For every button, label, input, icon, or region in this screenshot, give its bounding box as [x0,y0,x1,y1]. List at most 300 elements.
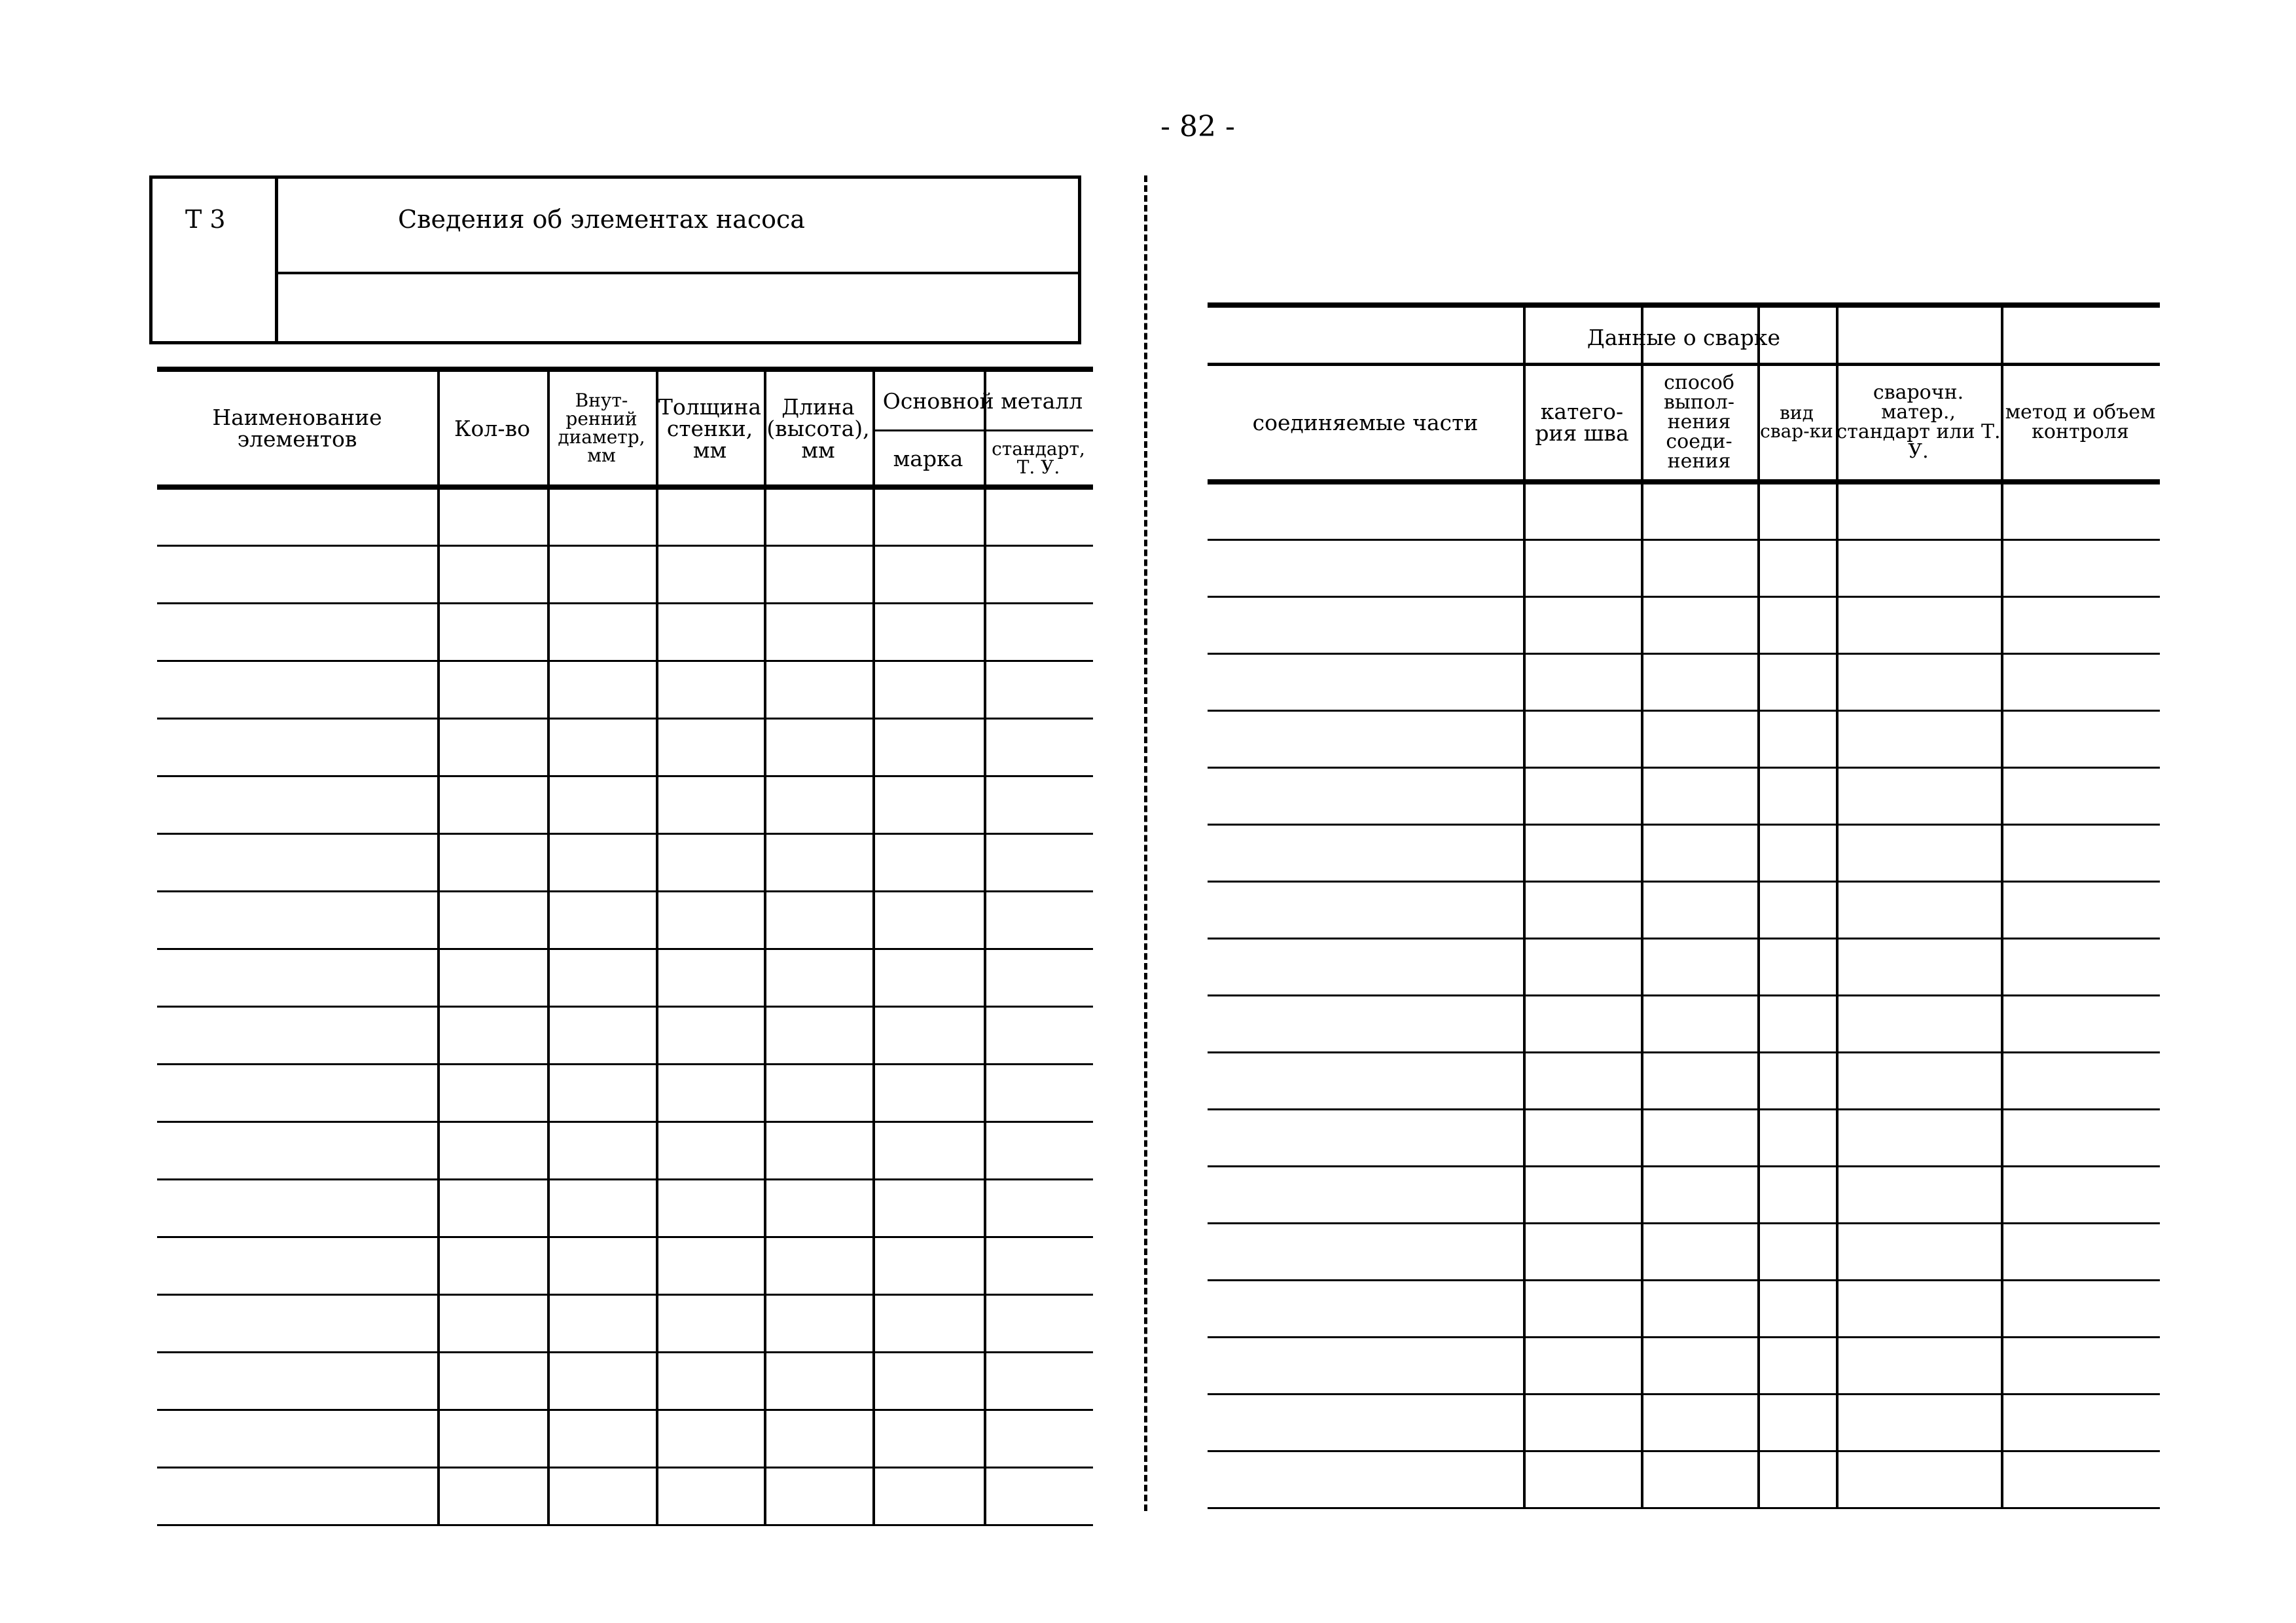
welding-row-line [1208,994,2160,996]
elements-cell[interactable] [988,1068,1089,1117]
welding-cell[interactable] [2005,1057,2156,1104]
welding-cell[interactable] [2005,943,2156,991]
welding-cell[interactable] [1761,1455,1832,1503]
welding-column-divider [1641,302,1643,1507]
elements-cell[interactable] [551,492,652,541]
welding-cell[interactable] [1840,658,1997,706]
welding-row-line [1208,1222,2160,1224]
welding-row-line [1208,767,2160,769]
elements-cell[interactable] [988,1357,1089,1405]
elements-cell[interactable] [768,896,869,944]
welding-cell[interactable] [1527,1455,1637,1503]
elements-column-divider [764,367,766,1524]
elements-cell[interactable] [161,1472,433,1520]
elements-cell[interactable] [161,1126,433,1175]
header-wall-thickness: Толщина стенки, мм [658,393,762,463]
elements-cell[interactable] [161,723,433,771]
welding-cell[interactable] [1211,544,1519,592]
elements-cell[interactable] [988,550,1089,598]
welding-cell[interactable] [1211,1341,1519,1389]
welding-cell[interactable] [1645,601,1753,649]
welding-cell[interactable] [1840,1057,1997,1104]
elements-cell[interactable] [876,1299,980,1347]
welding-cell[interactable] [1527,1000,1637,1048]
elements-cell[interactable] [660,1414,760,1463]
header-control-method: метод и объем контроля [2005,401,2156,443]
welding-cell[interactable] [1761,1285,1832,1332]
elements-cell[interactable] [551,1184,652,1232]
welding-cell[interactable] [1761,772,1832,820]
title-divider [278,272,1078,274]
welding-cell[interactable] [1761,1341,1832,1389]
welding-cell[interactable] [1840,715,1997,763]
elements-cell[interactable] [551,780,652,829]
elements-cell[interactable] [441,665,543,714]
elements-cell[interactable] [161,550,433,598]
welding-cell[interactable] [1645,1057,1753,1104]
elements-cell[interactable] [876,1357,980,1405]
welding-cell[interactable] [2005,715,2156,763]
welding-cell[interactable] [1211,601,1519,649]
elements-cell[interactable] [988,1414,1089,1463]
elements-cell[interactable] [161,896,433,944]
welding-cell[interactable] [1840,487,1997,535]
welding-cell[interactable] [1761,1057,1832,1104]
elements-column-divider [984,367,986,1524]
welding-cell[interactable] [1645,1000,1753,1048]
welding-cell[interactable] [1761,1228,1832,1275]
welding-cell[interactable] [1645,772,1753,820]
welding-column-divider [1757,302,1760,1507]
elements-cell[interactable] [441,1357,543,1405]
elements-cell[interactable] [768,1011,869,1059]
welding-cell[interactable] [1840,886,1997,934]
welding-cell[interactable] [1211,772,1519,820]
welding-cell[interactable] [1211,886,1519,934]
header-base-metal: Основной металл [882,388,1083,414]
welding-row-line [1208,1450,2160,1452]
elements-cell[interactable] [551,1357,652,1405]
welding-cell[interactable] [1645,715,1753,763]
elements-cell[interactable] [551,665,652,714]
welding-row-line [1208,1279,2160,1281]
welding-cell[interactable] [1527,772,1637,820]
welding-cell[interactable] [1645,943,1753,991]
welding-cell[interactable] [1211,943,1519,991]
welding-cell[interactable] [2005,1171,2156,1218]
elements-cell[interactable] [441,1126,543,1175]
welding-row-line [1208,1336,2160,1338]
page-number: - 82 - [1160,110,1235,143]
elements-cell[interactable] [441,896,543,944]
elements-row-line [157,890,1093,892]
elements-row-line [157,545,1093,547]
elements-cell[interactable] [660,665,760,714]
elements-cell[interactable] [660,1241,760,1290]
elements-row-line [157,1409,1093,1411]
elements-cell[interactable] [768,665,869,714]
welding-cell[interactable] [1761,601,1832,649]
elements-row-line [157,1006,1093,1008]
elements-cell[interactable] [660,723,760,771]
elements-cell[interactable] [660,896,760,944]
welding-cell[interactable] [1527,1171,1637,1218]
elements-cell[interactable] [441,1241,543,1290]
elements-cell[interactable] [161,838,433,886]
welding-cell[interactable] [1761,544,1832,592]
elements-cell[interactable] [988,1184,1089,1232]
elements-cell[interactable] [660,953,760,1002]
elements-row-line [157,1524,1093,1526]
elements-cell[interactable] [441,608,543,656]
welding-cell[interactable] [1527,1285,1637,1332]
base-metal-subdivider [872,429,1093,431]
elements-cell[interactable] [768,608,869,656]
elements-cell[interactable] [551,1068,652,1117]
elements-cell[interactable] [161,1184,433,1232]
welding-cell[interactable] [1645,886,1753,934]
welding-cell[interactable] [1840,1000,1997,1048]
elements-cell[interactable] [768,1414,869,1463]
elements-cell[interactable] [876,1068,980,1117]
welding-row-line [1208,1051,2160,1053]
elements-cell[interactable] [161,1011,433,1059]
welding-cell[interactable] [1527,487,1637,535]
welding-cell[interactable] [2005,544,2156,592]
elements-cell[interactable] [876,1472,980,1520]
welding-cell[interactable] [1211,829,1519,877]
elements-cell[interactable] [876,838,980,886]
elements-cell[interactable] [551,550,652,598]
elements-cell[interactable] [660,1184,760,1232]
elements-column-divider [656,367,658,1524]
elements-cell[interactable] [441,723,543,771]
welding-cell[interactable] [2005,1228,2156,1275]
welding-row-line [1208,1507,2160,1509]
title-block [149,175,1081,344]
elements-cell[interactable] [441,1011,543,1059]
elements-column-divider [872,367,875,1524]
welding-cell[interactable] [1527,943,1637,991]
elements-cell[interactable] [876,1011,980,1059]
elements-cell[interactable] [988,608,1089,656]
elements-cell[interactable] [660,780,760,829]
elements-cell[interactable] [988,1472,1089,1520]
welding-cell[interactable] [1645,1341,1753,1389]
welding-column-divider [2001,302,2003,1507]
elements-row-line [157,948,1093,950]
welding-cell[interactable] [1527,1057,1637,1104]
elements-cell[interactable] [551,608,652,656]
welding-cell[interactable] [1211,1000,1519,1048]
welding-cell[interactable] [1761,1114,1832,1161]
welding-cell[interactable] [2005,1341,2156,1389]
welding-cell[interactable] [1761,829,1832,877]
welding-row-line [1208,881,2160,883]
elements-cell[interactable] [876,492,980,541]
welding-cell[interactable] [1840,829,1997,877]
elements-cell[interactable] [551,1472,652,1520]
header-standard: стандарт, Т. У. [992,438,1085,478]
welding-cell[interactable] [1211,1398,1519,1446]
elements-cell[interactable] [551,1299,652,1347]
welding-cell[interactable] [2005,658,2156,706]
elements-cell[interactable] [161,1241,433,1290]
elements-cell[interactable] [660,1299,760,1347]
welding-cell[interactable] [1645,829,1753,877]
elements-row-line [157,1351,1093,1353]
elements-row-line [157,775,1093,777]
welding-table [1208,302,2160,1520]
elements-cell[interactable] [876,1241,980,1290]
welding-cell[interactable] [1211,1057,1519,1104]
welding-cell[interactable] [1761,1398,1832,1446]
welding-cell[interactable] [1211,1114,1519,1161]
header-grade: марка [893,445,963,471]
elements-cell[interactable] [988,665,1089,714]
welding-cell[interactable] [1840,1455,1997,1503]
welding-cell[interactable] [1645,487,1753,535]
welding-cell[interactable] [2005,886,2156,934]
elements-cell[interactable] [551,723,652,771]
elements-cell[interactable] [441,1068,543,1117]
elements-row-line [157,1063,1093,1065]
welding-cell[interactable] [1527,715,1637,763]
welding-cell[interactable] [1840,1341,1997,1389]
elements-row-line [157,1467,1093,1468]
welding-cell[interactable] [1645,1228,1753,1275]
elements-cell[interactable] [161,665,433,714]
header-joining-method: способ выпол-нения соеди-нения [1663,371,1735,473]
welding-cell[interactable] [1840,544,1997,592]
header-element-name: Наименование элементов [212,405,382,452]
elements-cell[interactable] [441,953,543,1002]
welding-row-line [1208,539,2160,541]
elements-cell[interactable] [161,1299,433,1347]
elements-column-divider [437,367,440,1524]
elements-cell[interactable] [441,1184,543,1232]
welding-cell[interactable] [1840,601,1997,649]
elements-cell[interactable] [768,1068,869,1117]
elements-cell[interactable] [660,1011,760,1059]
welding-cell[interactable] [1211,1455,1519,1503]
welding-cell[interactable] [1645,1398,1753,1446]
elements-cell[interactable] [876,780,980,829]
welding-cell[interactable] [2005,1000,2156,1048]
elements-cell[interactable] [551,953,652,1002]
elements-cell[interactable] [768,550,869,598]
elements-cell[interactable] [988,780,1089,829]
elements-cell[interactable] [876,723,980,771]
elements-cell[interactable] [876,550,980,598]
table-top-border [157,367,1093,372]
welding-cell[interactable] [1645,1171,1753,1218]
elements-cell[interactable] [768,492,869,541]
welding-cell[interactable] [1527,544,1637,592]
welding-cell[interactable] [2005,601,2156,649]
header-joined-parts: соединяемые части [1252,409,1479,435]
welding-cell[interactable] [1211,1171,1519,1218]
elements-cell[interactable] [988,896,1089,944]
elements-cell[interactable] [988,1299,1089,1347]
welding-row-line [1208,938,2160,939]
welding-cell[interactable] [1527,886,1637,934]
elements-cell[interactable] [660,1126,760,1175]
elements-cell[interactable] [660,1357,760,1405]
welding-cell[interactable] [1840,772,1997,820]
welding-cell[interactable] [1645,1114,1753,1161]
elements-cell[interactable] [441,1414,543,1463]
elements-cell[interactable] [551,1011,652,1059]
welding-cell[interactable] [1645,658,1753,706]
elements-cell[interactable] [768,1472,869,1520]
welding-cell[interactable] [1527,658,1637,706]
elements-cell[interactable] [441,1299,543,1347]
elements-cell[interactable] [161,1414,433,1463]
elements-cell[interactable] [441,550,543,598]
welding-cell[interactable] [1761,943,1832,991]
welding-cell[interactable] [1840,1285,1997,1332]
elements-cell[interactable] [441,838,543,886]
welding-cell[interactable] [1761,1171,1832,1218]
elements-cell[interactable] [551,1126,652,1175]
welding-cell[interactable] [2005,772,2156,820]
welding-cell[interactable] [1645,544,1753,592]
elements-cell[interactable] [660,550,760,598]
elements-cell[interactable] [988,1241,1089,1290]
elements-row-line [157,1121,1093,1123]
form-code: Т 3 [185,205,226,234]
welding-cell[interactable] [1761,715,1832,763]
elements-row-line [157,602,1093,604]
elements-cell[interactable] [660,492,760,541]
elements-cell[interactable] [161,492,433,541]
welding-cell[interactable] [1761,487,1832,535]
welding-column-divider [1836,302,1839,1507]
elements-cell[interactable] [660,838,760,886]
welding-cell[interactable] [1840,1398,1997,1446]
welding-cell[interactable] [1527,1398,1637,1446]
header-quantity: Кол-во [454,415,530,441]
elements-cell[interactable] [551,1241,652,1290]
elements-cell[interactable] [876,953,980,1002]
elements-cell[interactable] [161,1357,433,1405]
welding-cell[interactable] [1211,715,1519,763]
elements-cell[interactable] [441,780,543,829]
welding-cell[interactable] [1211,1285,1519,1332]
elements-cell[interactable] [768,1241,869,1290]
elements-cell[interactable] [551,896,652,944]
elements-cell[interactable] [551,838,652,886]
welding-cell[interactable] [1840,1114,1997,1161]
elements-cell[interactable] [551,1414,652,1463]
elements-cell[interactable] [876,1414,980,1463]
header-weld-category: катего-рия шва [1535,399,1629,446]
form-title: Сведения об элементах насоса [398,205,805,234]
elements-cell[interactable] [660,1068,760,1117]
elements-cell[interactable] [876,1126,980,1175]
elements-cell[interactable] [768,780,869,829]
welding-row-line [1208,1393,2160,1395]
welding-cell[interactable] [2005,1285,2156,1332]
elements-cell[interactable] [988,1011,1089,1059]
welding-cell[interactable] [1840,1171,1997,1218]
welding-cell[interactable] [1645,1285,1753,1332]
elements-row-line [157,1178,1093,1180]
welding-row-line [1208,1108,2160,1110]
elements-cell[interactable] [768,723,869,771]
elements-row-line [157,718,1093,720]
welding-cell[interactable] [1211,487,1519,535]
header-bottom-border [157,484,1093,490]
elements-cell[interactable] [876,608,980,656]
welding-cell[interactable] [1527,1228,1637,1275]
welding-cell[interactable] [1761,1000,1832,1048]
welding-row-line [1208,824,2160,826]
welding-cell[interactable] [2005,1455,2156,1503]
welding-cell[interactable] [1211,1228,1519,1275]
form-subtitle-field[interactable] [293,283,1066,336]
welding-row-line [1208,653,2160,655]
elements-cell[interactable] [768,1299,869,1347]
elements-cell[interactable] [876,896,980,944]
elements-cell[interactable] [441,492,543,541]
welding-cell[interactable] [2005,1398,2156,1446]
elements-cell[interactable] [161,1068,433,1117]
welding-cell[interactable] [2005,487,2156,535]
elements-cell[interactable] [988,838,1089,886]
welding-cell[interactable] [1211,658,1519,706]
header-welding-type: вид свар-ки [1760,402,1833,442]
elements-cell[interactable] [161,953,433,1002]
welding-row-line [1208,596,2160,598]
welding-cell[interactable] [1645,1455,1753,1503]
welding-cell[interactable] [2005,829,2156,877]
elements-table [157,367,1093,1519]
elements-cell[interactable] [768,1126,869,1175]
elements-cell[interactable] [988,723,1089,771]
welding-cell[interactable] [1527,1114,1637,1161]
elements-cell[interactable] [988,492,1089,541]
welding-cell[interactable] [1840,943,1997,991]
elements-cell[interactable] [441,1472,543,1520]
welding-cell[interactable] [1840,1228,1997,1275]
elements-cell[interactable] [161,780,433,829]
welding-cell[interactable] [1527,601,1637,649]
elements-cell[interactable] [768,1357,869,1405]
elements-cell[interactable] [876,665,980,714]
elements-cell[interactable] [768,1184,869,1232]
welding-cell[interactable] [1761,658,1832,706]
elements-cell[interactable] [988,953,1089,1002]
form-code-cell [152,179,278,341]
header-welding-material: сварочн. матер., стандарт или Т. У. [1836,381,2001,463]
fold-line [1144,175,1147,1511]
elements-cell[interactable] [161,608,433,656]
elements-cell[interactable] [988,1126,1089,1175]
elements-cell[interactable] [660,1472,760,1520]
elements-cell[interactable] [768,838,869,886]
header-inner-diameter: Внут-ренний диаметр, мм [558,390,645,466]
welding-cell[interactable] [1761,886,1832,934]
welding-cell[interactable] [1527,1341,1637,1389]
welding-cell[interactable] [2005,1114,2156,1161]
welding-cell[interactable] [1527,829,1637,877]
elements-cell[interactable] [768,953,869,1002]
elements-cell[interactable] [660,608,760,656]
elements-row-line [157,660,1093,662]
elements-cell[interactable] [876,1184,980,1232]
